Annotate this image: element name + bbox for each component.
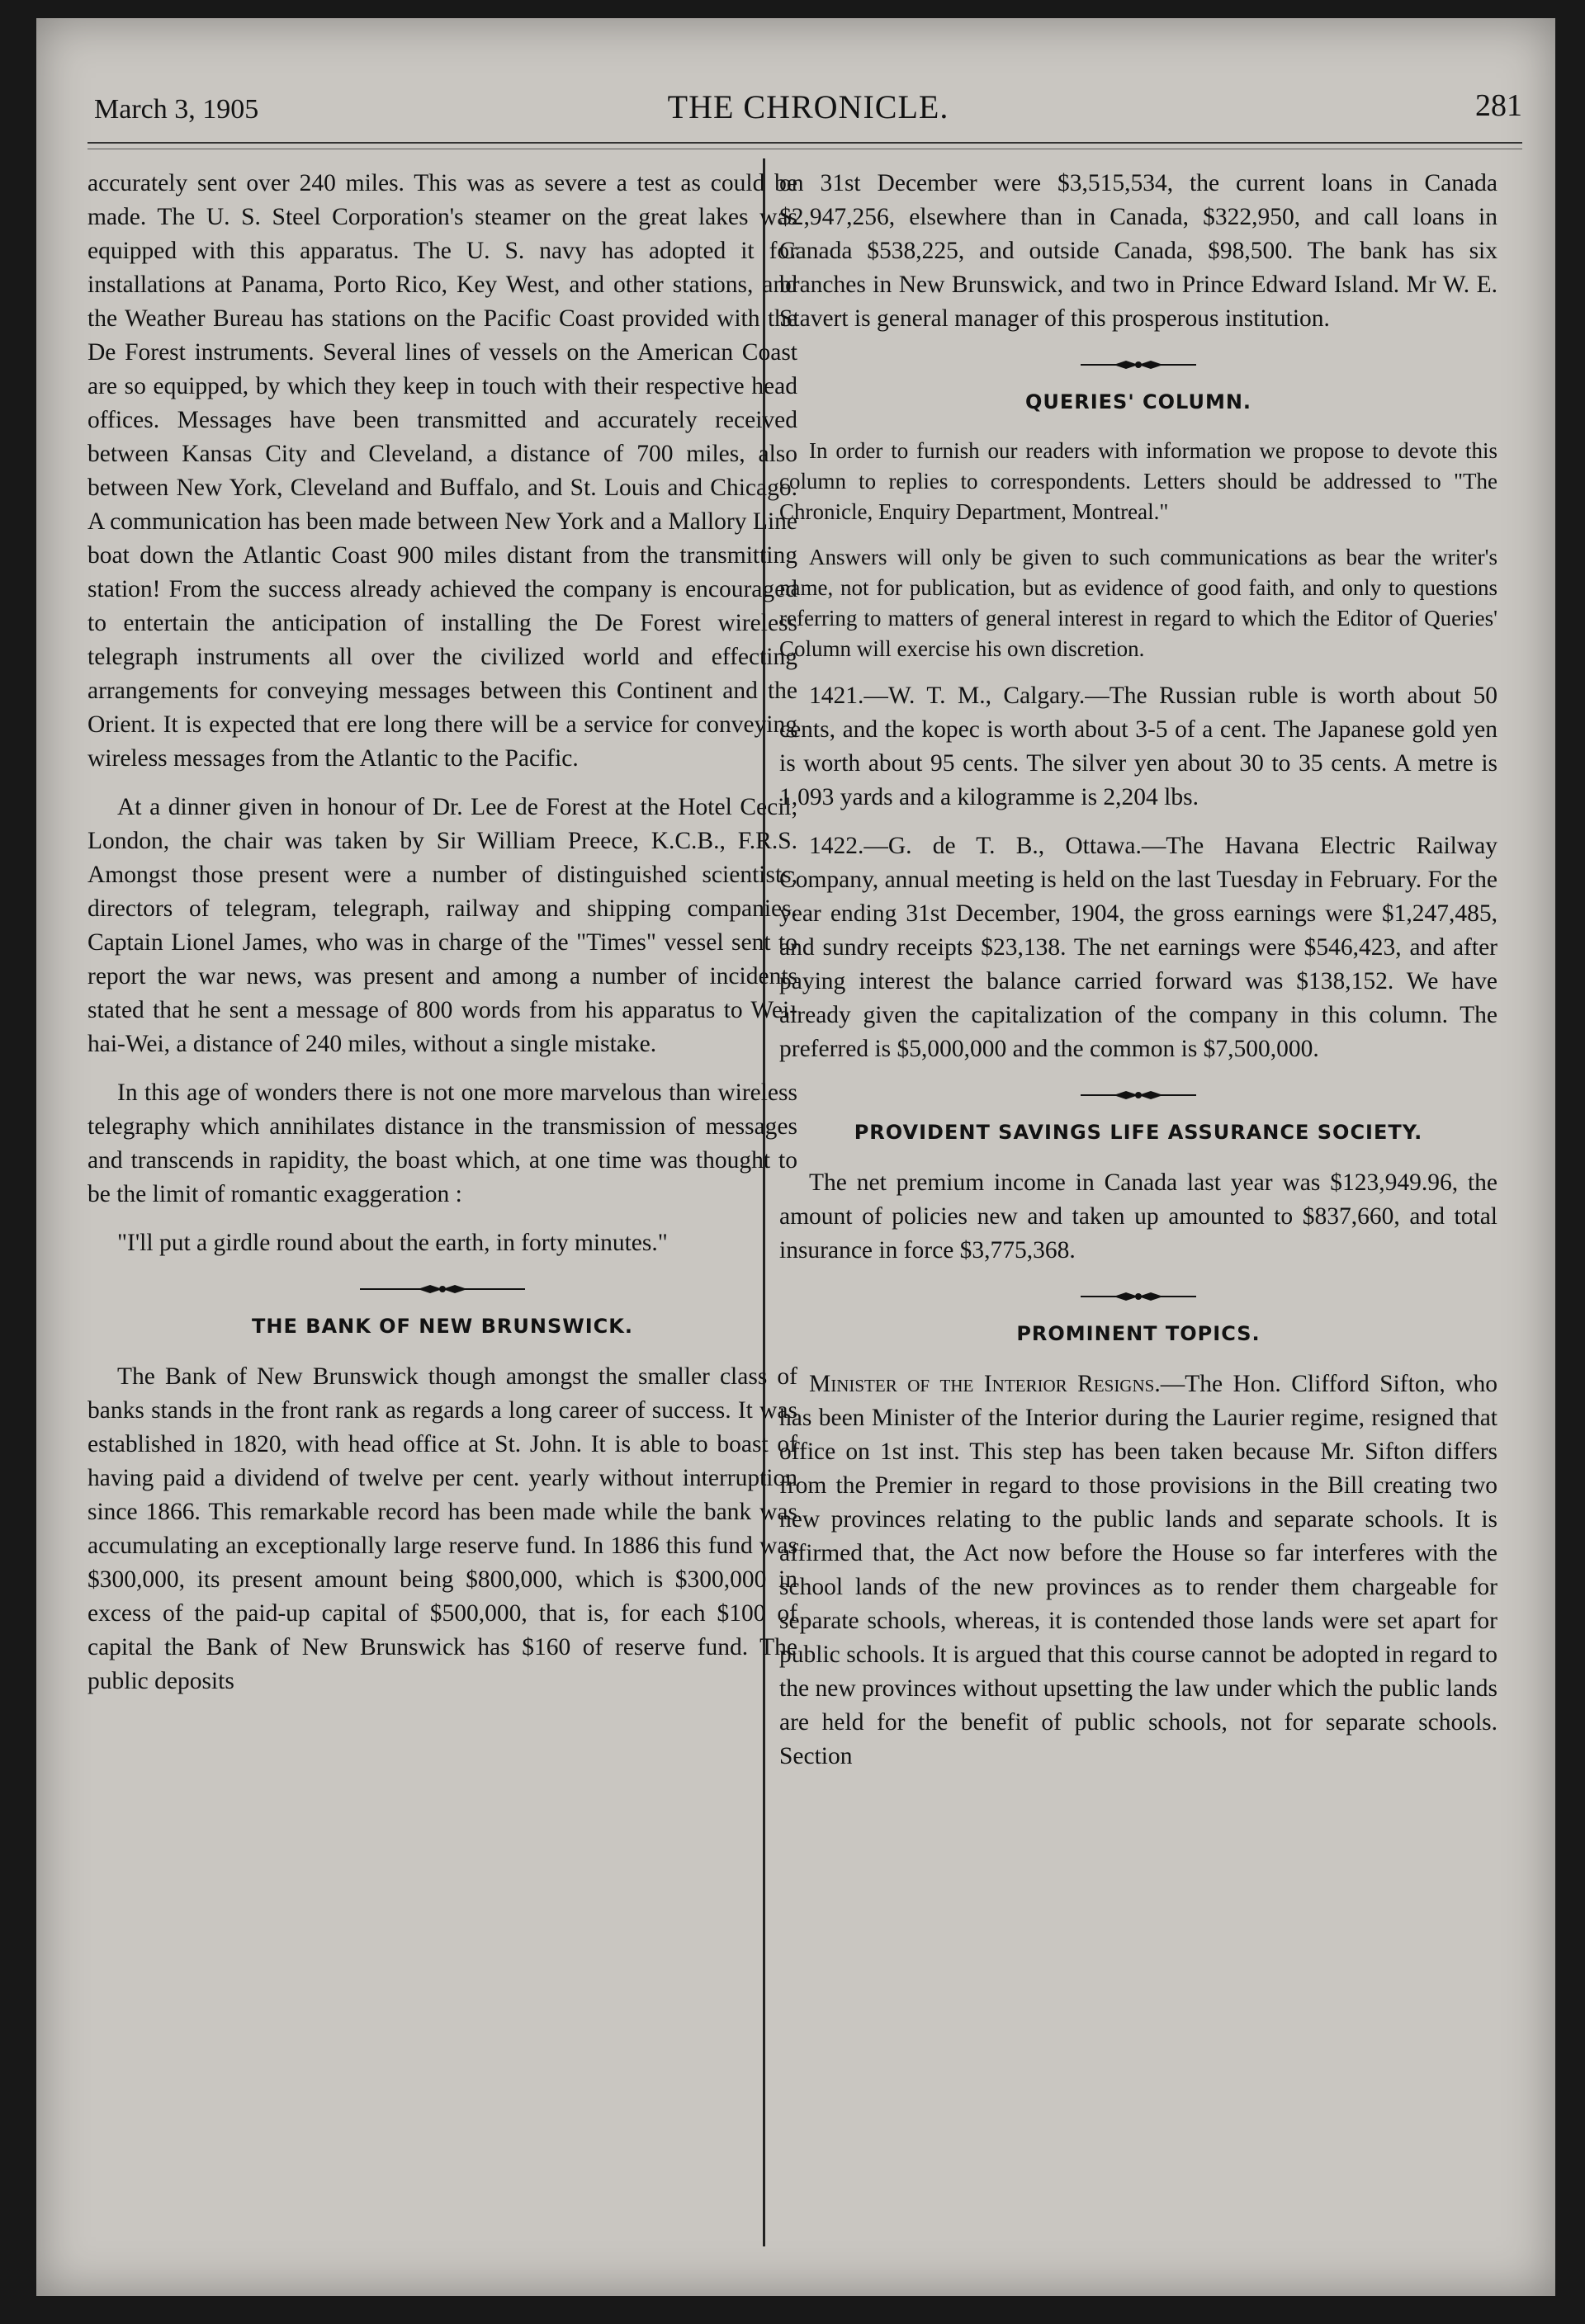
wireless-paragraph-1: accurately sent over 240 miles. This was as severe a test as could be made. The U. S. Steel Corporation's steamer on the great lakes was equipped with this apparatus. The U. S. navy has adopted it for installations at Panama, Porto Rico, Key West, and other stations, and the Weather Bureau has stations on the Pacific Coast provided with the De Forest instruments. Several lines of vessels on the American Coast are so equipped, by which they keep in touch with their respective head offices. Messages have been transmitted and accurately received between Kansas City and Cleveland, a distance of 700 miles, also between New York, Cleveland and Buffalo, and St. Louis and Chicago. A communication has been made between New York and a Mallory Line boat down the Atlantic Coast 900 miles distant from the transmitting station! From the success already achieved the company is encouraged to entertain the anticipation of installing the De Forest wireless telegraph instruments all over the civilized world and effecting arrangements for conveying messages between this Continent and the Orient. It is expected that ere long there will be a service for conveying wireless messages from the Atlantic to the Pacific. xyxy=(88,170,797,772)
query-1422: 1422.—G. de T. B., Ottawa.—The Havana Electric Railway Company, annual meeting is held on the last Tuesday in February. For the year ending 31st December, 1904, the gross earnings were $1,247,485, and sundry receipts $23,138. The net earnings were $546,423, and after paying interest the balance carried forward was $138,152. We have already given the capitalization of the company in this column. The preferred is $5,000,000 and the common is $7,500,000. xyxy=(779,833,1497,1062)
left-column xyxy=(88,167,797,2263)
ornament-divider xyxy=(1056,1291,1221,1302)
topics-heading: PROMINENT TOPICS. xyxy=(1016,1322,1261,1345)
newspaper-page xyxy=(36,18,1555,2296)
page-header xyxy=(94,76,1522,125)
ornament-divider xyxy=(1056,1089,1221,1101)
wireless-quote: "I'll put a girdle round about the earth, in forty minutes." xyxy=(117,1230,668,1256)
query-1421: 1421.—W. T. M., Calgary.—The Russian ruble is worth about 50 cents, and the kopec is worth about 3-5 of a cent. The Japanese gold yen is worth about 95 cents. The silver yen about 30 to 35 cents. A metre is 1,093 yards and a kilogramme is 2,204 lbs. xyxy=(779,683,1497,810)
wireless-paragraph-3: In this age of wonders there is not one more marvelous than wireless telegraphy which annihilates distance in the transmission of messages and transcends in rapidity, the boast which, at one time was thought to be the limit of romantic exaggeration : xyxy=(88,1079,797,1207)
topics-paragraph xyxy=(779,1367,1497,1774)
provident-paragraph: The net premium income in Canada last year was $123,949.96, the amount of policies new and taken up amounted to $837,660, and total insurance in force $3,775,368. xyxy=(779,1169,1497,1264)
bank-heading: THE BANK OF NEW BRUNSWICK. xyxy=(252,1315,633,1338)
masthead-title: THE CHRONICLE. xyxy=(667,88,949,125)
ornament-divider xyxy=(1056,359,1221,371)
topics-body: —The Hon. Clifford Sifton, who has been Minister of the Interior during the Laurier regime, resigned that office on 1st inst. This step has been taken because Mr. Sifton differs from the Premier in regard to those provisions in the Bill creating two new provinces relating to the public lands and separate schools. It is affirmed that, the Act now before the House so far interferes with the school lands of the new provinces as to render them chargeable for separate schools, whereas, it is contended those lands were set apart for public schools. It is argued that this course cannot be adopted in regard to the new provinces without upsetting the law under which the public lands are held for the benefit of public schools, not for separate schools. Section xyxy=(779,1371,1497,1769)
header-date: March 3, 1905 xyxy=(94,94,259,125)
page-number: 281 xyxy=(1475,88,1522,123)
right-column xyxy=(779,167,1497,2263)
queries-rules: Answers will only be given to such communications as bear the writer's name, not for publication, but as evidence of good faith, and only to questions referring to matters of general interest in regard to which the Editor of Queries' Column will exercise his own discretion. xyxy=(779,545,1497,661)
provident-heading: PROVIDENT SAVINGS LIFE ASSURANCE SOCIETY. xyxy=(854,1121,1423,1144)
bank-paragraph: The Bank of New Brunswick though amongst the smaller class of banks stands in the front rank as regards a long career of success. It was established in 1820, with head office at St. John. It is able to boast of having paid a dividend of twelve per cent. yearly without interruption since 1866. This remarkable record has been made while the bank was accumulating an exceptionally large reserve fund. In 1886 this fund was $300,000, its present amount being $800,000, which is $300,000 in excess of the paid-up capital of $500,000, that is, for each $100 of capital the Bank of New Brunswick has $160 of reserve fund. The public deposits xyxy=(88,1363,797,1694)
queries-intro: In order to furnish our readers with information we propose to devote this column to replies to correspondents. Letters should be addressed to "The Chronicle, Enquiry Department, Montreal." xyxy=(779,438,1497,524)
topics-lead: Minister of the Interior Resigns. xyxy=(809,1371,1161,1397)
ornament-divider xyxy=(360,1283,525,1295)
wireless-paragraph-2: At a dinner given in honour of Dr. Lee de Forest at the Hotel Cecil, London, the chair was taken by Sir William Preece, K.C.B., F.R.S. Amongst those present were a number of distinguished scientists, directors of telegram, telegraph, railway and shipping companies. Captain Lionel James, who was in charge of the "Times" vessel sent to report the war news, was present and among a number of incidents stated that he sent a message of 800 words from his apparatus to Wei-hai-Wei, a distance of 240 miles, without a single mistake. xyxy=(88,794,797,1057)
header-rule xyxy=(88,142,1522,144)
bank-continuation: on 31st December were $3,515,534, the current loans in Canada $2,947,256, elsewhere than in Canada, $322,950, and call loans in Canada $538,225, and outside Canada, $98,500. The bank has six branches in New Brunswick, and two in Prince Edward Island. Mr W. E. Stavert is general manager of this prosperous institution. xyxy=(779,170,1497,332)
queries-heading: QUERIES' COLUMN. xyxy=(1024,390,1252,413)
